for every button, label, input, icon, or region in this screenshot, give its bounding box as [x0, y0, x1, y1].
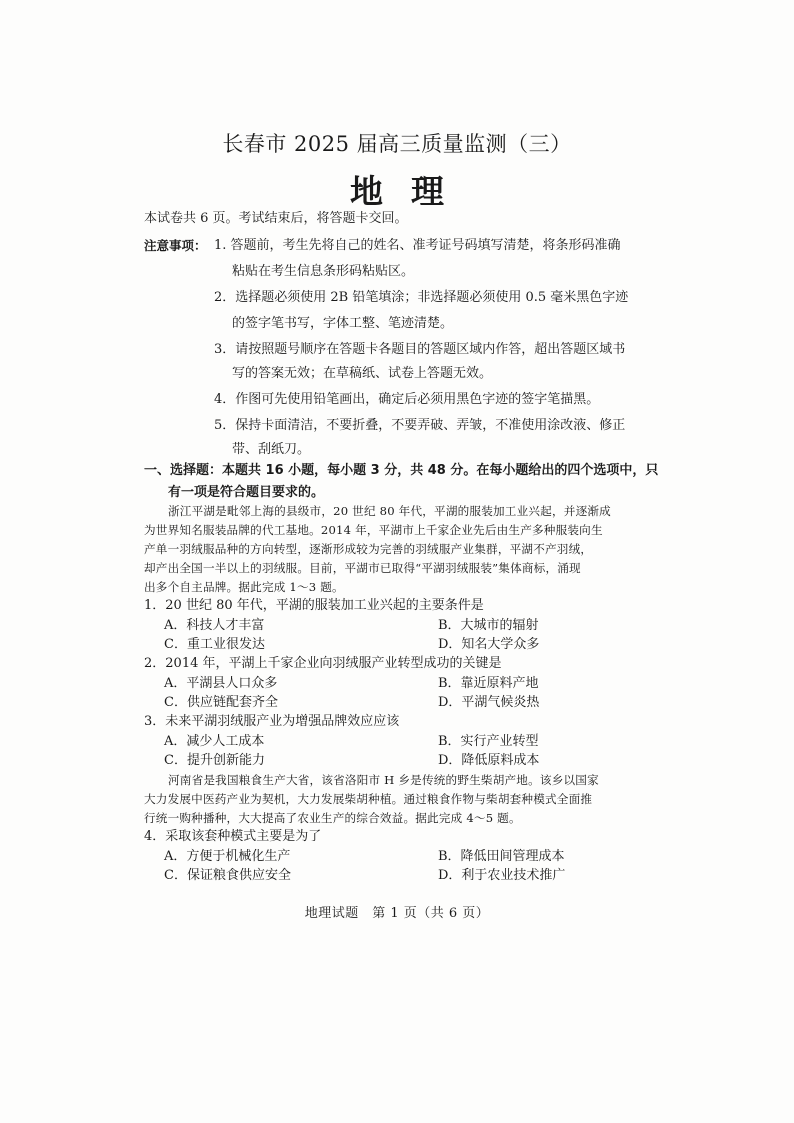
question-2-option-b: B．靠近原料产地: [438, 676, 539, 691]
question-1-option-c: C．重工业很发达: [164, 637, 265, 652]
question-2-option-a: A．平湖县人口众多: [164, 676, 278, 691]
note-5-line-2: 带、刮纸刀。: [232, 442, 311, 457]
section-heading-line-2: 有一项是符合题目要求的。: [168, 485, 325, 500]
passage-1-line-4: 却产出全国一半以上的羽绒服。目前，平湖市已取得“平湖羽绒服装”集体商标，涌现: [144, 561, 581, 575]
intro-text: 本试卷共 6 页。考试结束后，将答题卡交回。: [144, 211, 408, 226]
question-4-option-c: C．保证粮食供应安全: [164, 868, 291, 883]
note-2-line-1: 2．选择题必须使用 2B 铅笔填涂；非选择题必须使用 0.5 毫米黑色字迹: [214, 290, 629, 305]
question-3-stem: 3．未来平湖羽绒服产业为增强品牌效应应该: [144, 714, 400, 729]
question-2-stem: 2．2014 年，平湖上千家企业向羽绒服产业转型成功的关键是: [144, 656, 502, 671]
passage-1-line-1: 浙江平湖是毗邻上海的县级市，20 世纪 80 年代，平湖的服装加工业兴起，并逐渐成: [168, 504, 611, 518]
section-heading: [144, 460, 658, 504]
notes-label: 注意事项：: [144, 238, 207, 253]
note-1-line-2: 粘贴在考生信息条形码粘贴区。: [232, 264, 415, 279]
passage-2-line-2: 大力发展中医药产业为契机，大力发展柴胡种植。通过粮食作物与柴胡套种模式全面推: [144, 792, 593, 806]
passage-2-line-1: 河南省是我国粮食生产大省，该省洛阳市 H 乡是传统的野生柴胡产地。该乡以国家: [168, 773, 599, 787]
section-heading-line-1: 一、选择题：本题共 16 小题，每小题 3 分，共 48 分。在每小题给出的四个选项中，只: [144, 463, 659, 478]
question-3-option-a: A．减少人工成本: [164, 734, 265, 749]
subject-title: 地理: [350, 172, 472, 211]
question-3-option-c: C．提升创新能力: [164, 753, 265, 768]
question-4-option-d: D．利于农业技术推广: [438, 868, 566, 883]
passage-1-line-3: 产单一羽绒服品种的方向转型，逐渐形成较为完善的羽绒服产业集群，平湖不产羽绒，: [144, 542, 593, 556]
note-3-line-2: 写的答案无效；在草稿纸、试卷上答题无效。: [232, 366, 493, 381]
passage-1-line-2: 为世界知名服装品牌的代工基地。2014 年，平湖市上千家企业先后由生产多种服装向生: [144, 523, 603, 537]
question-4-stem: 4．采取该套种模式主要是为了: [144, 829, 322, 844]
question-1-option-d: D．知名大学众多: [438, 637, 540, 652]
note-2-line-2: 的签字笔书写，字体工整、笔迹清楚。: [232, 316, 454, 331]
question-2-option-c: C．供应链配套齐全: [164, 695, 278, 710]
question-1-option-a: A．科技人才丰富: [164, 618, 265, 633]
exam-title: 长春市 2025 届高三质量监测（三）: [222, 132, 572, 156]
passage-2-line-3: 行统一购种播种，大大提高了农业生产的综合效益。据此完成 4～5 题。: [144, 811, 521, 825]
question-3-option-d: D．降低原料成本: [438, 753, 540, 768]
question-1-stem: 1．20 世纪 80 年代，平湖的服装加工业兴起的主要条件是: [144, 598, 484, 613]
question-3-option-b: B．实行产业转型: [438, 734, 539, 749]
question-4-option-a: A．方便于机械化生产: [164, 849, 291, 864]
note-3-line-1: 3．请按照题号顺序在答题卡各题目的答题区域内作答，超出答题区域书: [214, 342, 626, 357]
note-1-line-1: 1. 答题前，考生先将自己的姓名、准考证号码填写清楚，将条形码准确: [214, 238, 621, 253]
passage-1-line-5: 出多个自主品牌。据此完成 1～3 题。: [144, 580, 344, 594]
page-footer: 地理试题 第 1 页（共 6 页）: [304, 906, 490, 921]
question-1-option-b: B．大城市的辐射: [438, 618, 539, 633]
question-2-option-d: D．平湖气候炎热: [438, 695, 540, 710]
note-4-line-1: 4．作图可先使用铅笔画出，确定后必须用黑色字迹的签字笔描黑。: [214, 392, 600, 407]
question-4-option-b: B．降低田间管理成本: [438, 849, 565, 864]
note-5-line-1: 5．保持卡面清洁，不要折叠，不要弄破、弄皱，不准使用涂改液、修正: [214, 418, 626, 433]
